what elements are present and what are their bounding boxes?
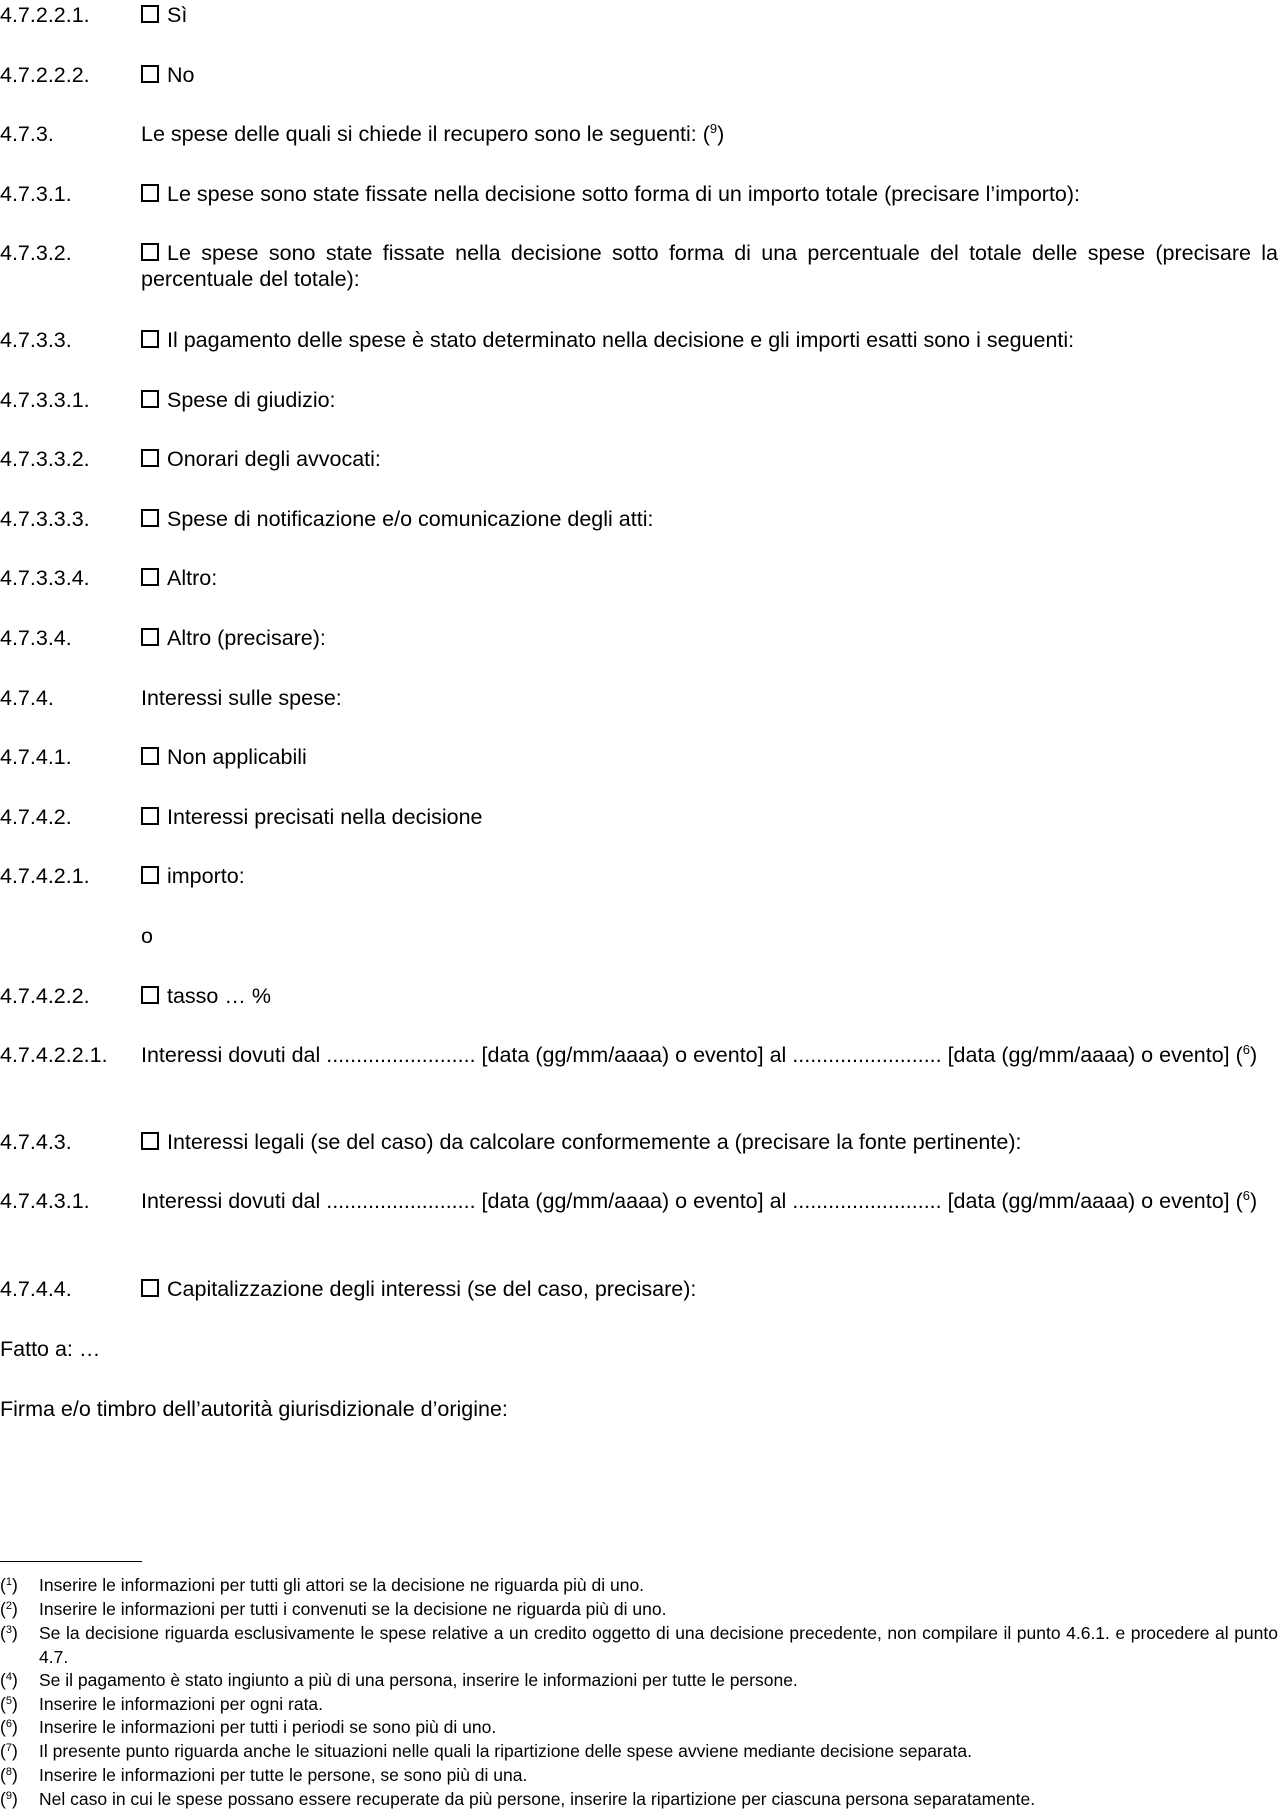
item-4-7-4-4 [0,1276,1278,1302]
item-number: 4.7.2.2.2. [0,63,90,87]
footnote-text: Il presente punto riguarda anche le situazioni nelle quali la ripartizione delle spese avviene mediante decisione separata. [39,1741,972,1761]
footnote: ($^2$) Inserire le informazioni per tutti i convenuti se la decisione ne riguarda più di uno. [0,1598,1278,1622]
item-number [0,923,141,949]
item-text: Interessi dovuti dal ......................... [data (gg/mm/aaaa) o evento] al ......................... [data (gg/mm/aaaa) o evento] ( [141,1043,1243,1067]
firma-line [0,1396,1278,1422]
footnote-number: 4 [5,1671,12,1683]
item-text-after: ) [1250,1043,1258,1067]
checkbox[interactable] [141,449,159,467]
footnote: ($^5$) Inserire le informazioni per ogni rata. [0,1693,1278,1717]
footnote-number: 7 [5,1742,12,1754]
item-text: Spese di giudizio: [167,388,336,412]
item-text: Sì [167,3,188,27]
item-number: 4.7.4.2. [0,805,72,829]
footnote-number: 9 [5,1790,12,1802]
item-text: tasso … % [167,984,271,1008]
item-number: 4.7.3.3.4. [0,566,90,590]
footnote-ref: 6 [1242,1042,1251,1057]
footnote-text: Se la decisione riguarda esclusivamente le spese relative a un credito oggetto di una decisione precedente, non compilare il punto 4.6.1. e procedere al punto 4.7. [39,1623,1278,1667]
footnote-text: Inserire le informazioni per tutti gli attori se la decisione ne riguarda più di uno. [39,1575,645,1595]
footnote-text: Inserire le informazioni per tutti i convenuti se la decisione ne riguarda più di uno. [39,1599,667,1619]
item-number: 4.7.4.2.2.1. [0,1043,108,1067]
footnote-number: 8 [5,1766,12,1778]
item-4-7-4-2-2-1 [0,1042,1278,1068]
footnote: ($^6$) Inserire le informazioni per tutti i periodi se sono più di uno. [0,1716,1278,1740]
footnote-text: Inserire le informazioni per tutti i periodi se sono più di uno. [39,1717,497,1737]
footnote-text: Se il pagamento è stato ingiunto a più di una persona, inserire le informazioni per tutte le persone. [39,1670,798,1690]
item-text: Altro: [167,566,218,590]
footnote-separator [0,1561,142,1562]
item-4-7-4-2 [0,804,1278,830]
firma-text: Firma e/o timbro dell’autorità giurisdizionale d’origine: [0,1397,508,1421]
item-number: 4.7.4.2.1. [0,864,90,888]
checkbox[interactable] [141,390,159,408]
item-number: 4.7.4.1. [0,745,72,769]
item-4-7-4-3 [0,1129,1278,1155]
footnote-number: 2 [5,1600,12,1612]
item-number: 4.7.3.1. [0,182,72,206]
item-number: 4.7.4.2.2. [0,984,90,1008]
item-number: 4.7.4.3.1. [0,1189,90,1213]
item-4-7-3-3 [0,327,1278,353]
item-text: Non applicabili [167,745,307,769]
item-4-7-4-2-1 [0,863,1278,889]
item-4-7-3-1 [0,181,1278,207]
footnote-number: 3 [5,1624,12,1636]
item-4-7-3-3-1 [0,387,1278,413]
item-4-7-4-2-2 [0,983,1278,1009]
footnote-text: Nel caso in cui le spese possano essere recuperate da più persone, inserire la ripartizione per ciascuna persona separatamente. [39,1789,1036,1809]
item-text: Interessi precisati nella decisione [167,805,483,829]
item-4-7-3-4 [0,625,1278,651]
item-text: Interessi sulle spese: [141,686,342,710]
item-4-7-4 [0,685,1278,711]
item-text: Altro (precisare): [167,626,326,650]
item-text: Il pagamento delle spese è stato determinato nella decisione e gli importi esatti sono i seguenti: [167,328,1075,352]
item-text: Le spese sono state fissate nella decisione sotto forma di un importo totale (precisare l’importo): [167,182,1081,206]
checkbox[interactable] [141,509,159,527]
checkbox[interactable] [141,330,159,348]
checkbox[interactable] [141,866,159,884]
checkbox[interactable] [141,986,159,1004]
footnote-number: 5 [5,1695,12,1707]
item-4-7-2-2-2 [0,62,1278,88]
item-text-after: ) [1250,1189,1258,1213]
item-number: 4.7.3.3.1. [0,388,90,412]
item-number: 4.7.3.2. [0,241,72,265]
item-number: 4.7.3.3. [0,328,72,352]
item-4-7-3-2 [0,240,1278,292]
item-number: 4.7.2.2.1. [0,3,90,27]
checkbox[interactable] [141,628,159,646]
footnote: ($^9$) Nel caso in cui le spese possano essere recuperate da più persone, inserire la ripartizione per ciascuna persona separatamente. [0,1788,1278,1812]
item-text: Spese di notificazione e/o comunicazione degli atti: [167,507,654,531]
checkbox[interactable] [141,184,159,202]
footnote: ($^1$) Inserire le informazioni per tutti gli attori se la decisione ne riguarda più di uno. [0,1574,1278,1598]
fatto-line [0,1336,1278,1362]
fatto-text: Fatto a: … [0,1337,101,1361]
checkbox[interactable] [141,1279,159,1297]
footnote: ($^8$) Inserire le informazioni per tutte le persone, se sono più di una. [0,1764,1278,1788]
item-4-7-4-1 [0,744,1278,770]
checkbox[interactable] [141,5,159,23]
item-text: Onorari degli avvocati: [167,447,381,471]
item-text: importo: [167,864,245,888]
item-4-7-3 [0,121,1278,147]
item-text-after: ) [717,122,725,146]
item-4-7-3-3-2 [0,446,1278,472]
footnote: ($^4$) Se il pagamento è stato ingiunto a più di una persona, inserire le informazioni per tutte le persone. [0,1669,1278,1693]
item-text: Interessi dovuti dal ......................... [data (gg/mm/aaaa) o evento] al ......................... [data (gg/mm/aaaa) o evento] ( [141,1189,1243,1213]
item-number: 4.7.3.3.3. [0,507,90,531]
footnote: ($^7$) Il presente punto riguarda anche le situazioni nelle quali la ripartizione delle spese avviene mediante decisione separata. [0,1740,1278,1764]
footnote-number: 6 [5,1718,12,1730]
item-or [0,923,1278,949]
checkbox[interactable] [141,807,159,825]
footnote-ref: 9 [709,121,718,136]
item-text: o [141,924,153,948]
footnote-text: Inserire le informazioni per tutte le persone, se sono più di una. [39,1765,528,1785]
item-text: Interessi legali (se del caso) da calcolare conformemente a (precisare la fonte pertinente): [167,1130,1022,1154]
item-4-7-3-3-4 [0,565,1278,591]
item-text: Le spese delle quali si chiede il recupero sono le seguenti: ( [141,122,710,146]
checkbox[interactable] [141,243,159,261]
item-4-7-2-2-1 [0,2,1278,28]
footnote-number: 1 [5,1576,12,1588]
item-4-7-4-3-1 [0,1188,1278,1214]
item-text: Capitalizzazione degli interessi (se del caso, precisare): [167,1277,697,1301]
item-number: 4.7.4.3. [0,1130,72,1154]
checkbox[interactable] [141,1132,159,1150]
item-4-7-3-3-3 [0,506,1278,532]
item-number: 4.7.3.3.2. [0,447,90,471]
item-text: Le spese sono state fissate nella decisione sotto forma di una percentuale del totale delle spese (precisare la percentuale del totale): [141,241,1278,291]
footnote-text: Inserire le informazioni per ogni rata. [39,1694,324,1714]
item-number: 4.7.4.4. [0,1277,72,1301]
item-number: 4.7.3.4. [0,626,72,650]
item-text: No [167,63,195,87]
checkbox[interactable] [141,568,159,586]
checkbox[interactable] [141,65,159,83]
item-number: 4.7.4. [0,686,54,710]
footnote-ref: 6 [1242,1188,1251,1203]
checkbox[interactable] [141,747,159,765]
item-number: 4.7.3. [0,122,54,146]
footnote: ($^3$) Se la decisione riguarda esclusivamente le spese relative a un credito oggetto di una decisione precedente, non compilare il punto 4.6.1. e procedere al punto 4.7. [0,1622,1278,1669]
